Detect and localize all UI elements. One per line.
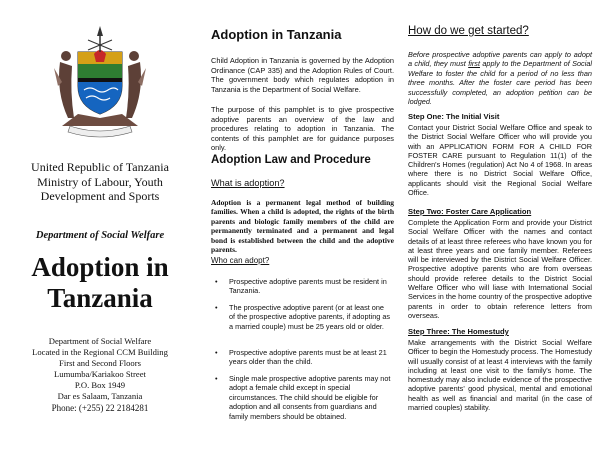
address-line: Located in the Regional CCM Building xyxy=(32,347,168,357)
adoption-definition: Adoption is a permanent legal method of building families. When a child is adopted, the rights of the birth parents and biologic family members of the child are permanently terminated and a permanent and legal bond is established between the child and the adoptive parents. xyxy=(211,198,394,255)
bullet-icon: • xyxy=(215,303,218,312)
org-line: Development and Sports xyxy=(40,189,160,203)
intro-text: apply to the Department of Social Welfare to foster the child for a period of no less than three months. After the foster care period has been successfully completed, an adoption petition can be lodged. xyxy=(408,59,593,107)
foster-intro xyxy=(408,50,592,106)
step-one-body: Contact your District Social Welfare Office and speak to the District Social Welfare Officer who will provide you with an APPLICATION FORM FOR A CHILD FOR FOSTER CARE pursuant to Regulation 11(1) of the Children's Homes (regulation) Act No 4 of 1968. In areas where there is no District Social Welfare Office, applicants should visit the Regional Social Welfare Office. xyxy=(408,123,592,198)
phone-number: Phone: (+255) 22 2184281 xyxy=(51,403,149,413)
bullet-icon: • xyxy=(215,348,218,357)
intro-paragraph: Child Adoption in Tanzania is governed by the Adoption Ordinance (CAP 335) and the Adoption Rules of Court. The government body which regulates adoption in Tanzania is the Department of Social Welfare. xyxy=(211,56,394,94)
getting-started-panel xyxy=(408,0,592,464)
address-line: P.O. Box 1949 xyxy=(74,380,126,390)
intro-emphasis: first xyxy=(468,59,480,69)
org-line: Ministry of Labour, Youth xyxy=(37,174,163,189)
list-item-text: Single male prospective adoptive parents may not adopt a female child except in special circumstances. The child should be eligible for adoption and all consents from guardians and family members should be obtained. xyxy=(229,374,391,421)
address-line: First and Second Floors xyxy=(59,358,141,368)
office-address xyxy=(10,336,190,402)
step-three-heading: Step Three: The Homestudy xyxy=(408,327,509,336)
address-line: Lumumba/Kariakoo Street xyxy=(54,369,146,379)
intro-text: Before prospective adoptive parents can apply to adopt a child, they must xyxy=(408,50,592,69)
department-name: Department of Social Welfare xyxy=(35,230,165,241)
step-two-heading: Step Two: Foster Care Application xyxy=(408,207,532,216)
cover-panel xyxy=(0,0,200,464)
law-heading: Adoption Law and Procedure xyxy=(211,154,371,166)
address-line: Department of Social Welfare xyxy=(48,336,152,346)
step-two-body: Complete the Application Form and provide your District Social Welfare Officer with the names and contact details of at least three referees who have known you for at least three years and one family member. Referees will be interviewed by the District Social Welfare Officer. Prospective adoptive parents who are from overseas should provide referee details to the District Social Welfare Officer who will liase with International Social Services in the home country of the prospective adoptive parents in order to obtain reference letters from overseas. xyxy=(408,218,592,320)
bullet-icon: • xyxy=(215,374,218,383)
cover-title-line: Adoption in xyxy=(31,252,169,282)
purpose-paragraph: The purpose of this pamphlet is to give prospective adoptive parents an overview of the law and procedures relating to adoption in Tanzania. The contents of this pamphlet are for guidance purposes only. xyxy=(211,105,394,153)
intro-panel xyxy=(211,0,394,464)
getting-started-title: How do we get started? xyxy=(408,25,529,37)
step-one-heading: Step One: The Initial Visit xyxy=(408,112,500,121)
who-can-adopt-subheading: Who can adopt? xyxy=(211,256,270,265)
what-is-adoption-subheading: What is adoption? xyxy=(211,178,285,188)
cover-title xyxy=(10,252,190,314)
address-line: Dar es Salaam, Tanzania xyxy=(57,391,143,401)
bullet-icon: • xyxy=(215,277,218,286)
list-item-text: The prospective adoptive parent (or at least one of the prospective adoptive parents, if adopting as a married couple) must be 25 years old or older. xyxy=(229,303,391,331)
section-heading: Adoption in Tanzania xyxy=(211,27,342,42)
ministry-name xyxy=(10,160,190,204)
org-line: United Republic of Tanzania xyxy=(31,160,169,174)
cover-title-line: Tanzania xyxy=(47,283,153,313)
coat-of-arms-emblem xyxy=(48,22,152,142)
list-item-text: Prospective adoptive parents must be resident in Tanzania. xyxy=(229,277,387,296)
step-three-body: Make arrangements with the District Social Welfare Officer to begin the Homestudy process. The Homestudy will usually consist of at least 4 interviews with the family including at least one visit to the family's home. The homestudy may also include evidence of the prospective adoptive parents' good physical, mental and emotional health as well as financial and marital (in the case of married couples) stability. xyxy=(408,338,592,413)
list-item-text: Prospective adoptive parents must be at least 21 years older than the child. xyxy=(229,348,387,367)
